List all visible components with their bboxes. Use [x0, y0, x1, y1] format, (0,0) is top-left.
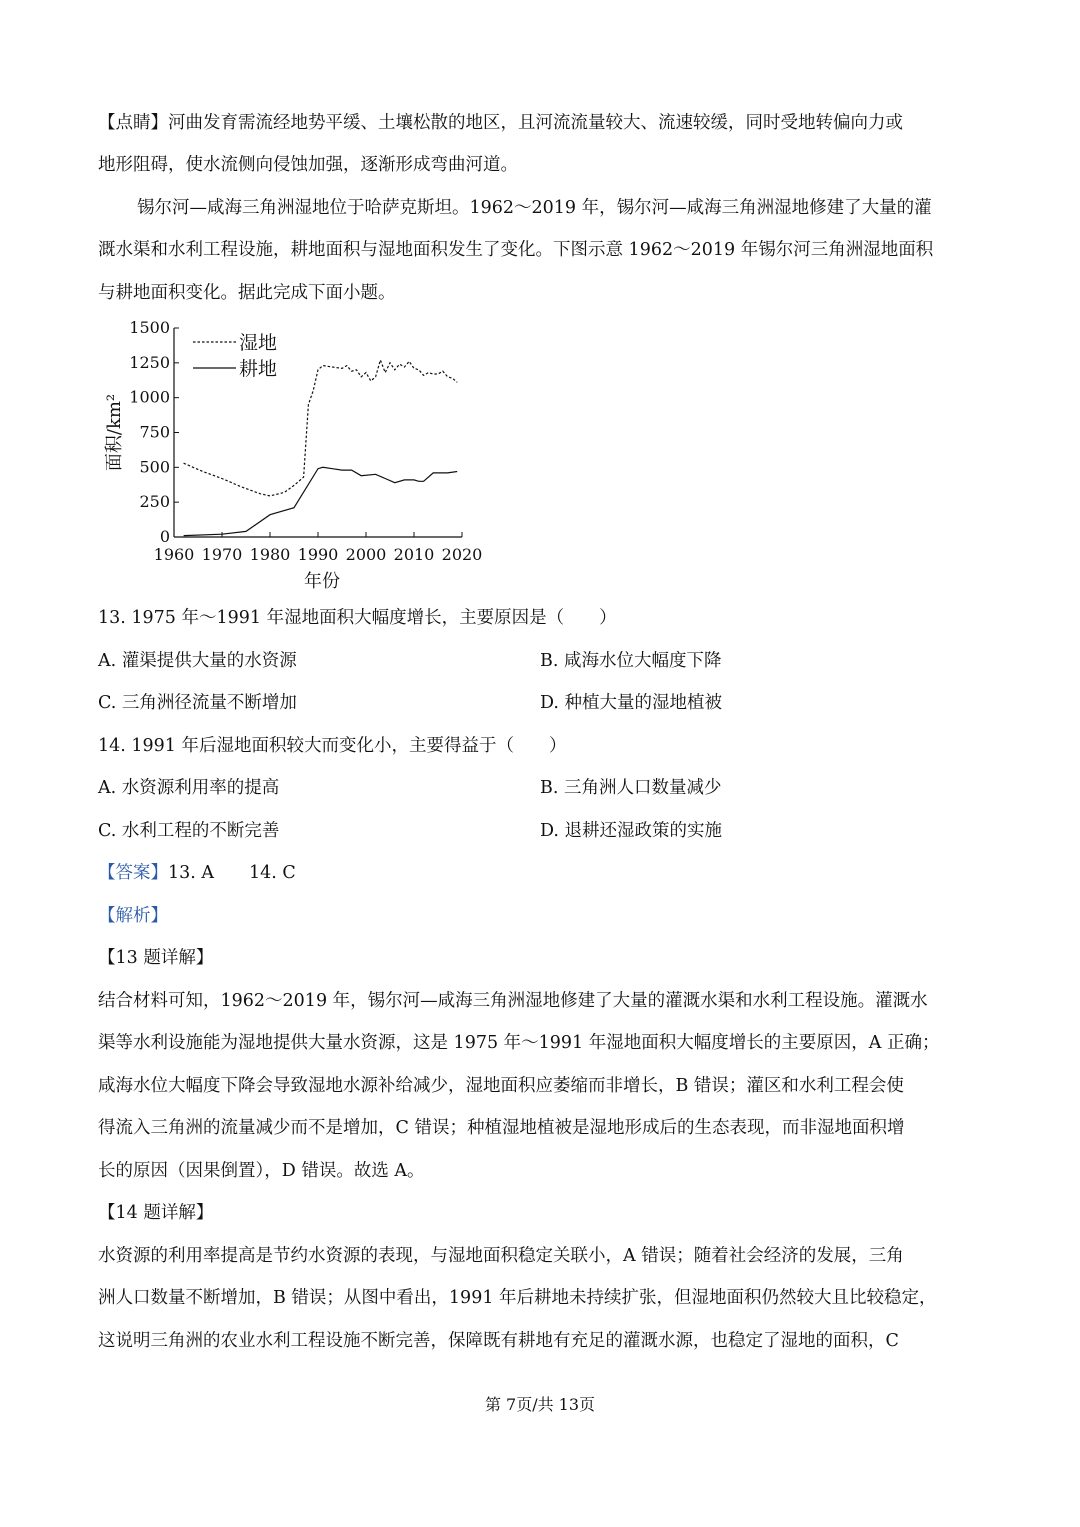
- material-line-2: 溉水渠和水利工程设施，耕地面积与湿地面积发生了变化。下图示意 1962～2019 年锡尔河三角洲湿地面积: [98, 240, 934, 260]
- x-tick-label: 2000: [345, 545, 387, 564]
- y-tick-label: 750: [139, 422, 170, 442]
- detail-13-line-1: 结合材料可知，1962～2019 年，锡尔河—咸海三角洲湿地修建了大量的灌溉水渠和水利工程设施。灌溉水: [98, 991, 928, 1011]
- detail-13-line-2: 渠等水利设施能为湿地提供大量水资源，这是 1975 年～1991 年湿地面积大幅度增长的主要原因，A 正确；: [98, 1033, 940, 1053]
- area-change-chart: [90, 312, 510, 597]
- chart-series: [184, 360, 458, 536]
- answer-line: [98, 861, 988, 885]
- detail-13-line-5: 长的原因（因果倒置），D 错误。故选 A。: [98, 1161, 425, 1181]
- answer-text: 13. A 14. C: [168, 863, 296, 883]
- x-tick-label: 2020: [441, 545, 483, 564]
- x-axis-label: 年份: [304, 571, 340, 592]
- legend-label: 湿地: [239, 332, 278, 354]
- page-footer: 第 7页/共 13页: [484, 1395, 596, 1414]
- y-tick-label: 500: [139, 457, 170, 477]
- question-14-option-d[interactable]: D. 退耕还湿政策的实施: [540, 821, 723, 841]
- legend-label: 耕地: [239, 358, 278, 380]
- y-tick-label: 1000: [129, 387, 170, 407]
- detail-13-label: 【13 题详解】: [98, 948, 214, 968]
- y-tick-label: 1250: [129, 352, 170, 372]
- y-axis-label: 面积/km²: [104, 393, 125, 472]
- x-tick-label: 2010: [393, 545, 435, 564]
- x-tick-label: 1970: [201, 545, 243, 564]
- question-14-option-a[interactable]: A. 水资源利用率的提高: [98, 778, 280, 798]
- chart-legend: [193, 332, 277, 380]
- y-tick-label: 250: [139, 492, 170, 512]
- chart-axes: [174, 328, 462, 537]
- intro-line-2: 地形阻碍，使水流侧向侵蚀加强，逐渐形成弯曲河道。: [98, 155, 518, 175]
- series-line-wetland: [184, 360, 458, 496]
- material-line-1: 锡尔河—咸海三角洲湿地位于哈萨克斯坦。1962～2019 年，锡尔河—咸海三角洲湿地修建了大量的灌: [137, 198, 932, 218]
- analysis-label: 【解析】: [98, 906, 168, 926]
- detail-13-line-4: 得流入三角洲的流量减少而不是增加，C 错误；种植湿地植被是湿地形成后的生态表现，而非湿地面积增: [98, 1118, 905, 1138]
- detail-13-line-3: 咸海水位大幅度下降会导致湿地水源补给减少，湿地面积应萎缩而非增长，B 错误；灌区和水利工程会使: [98, 1076, 904, 1096]
- intro-line-1: 【点睛】河曲发育需流经地势平缓、土壤松散的地区，且河流流量较大、流速较缓，同时受地转偏向力或: [98, 113, 903, 133]
- x-tick-label: 1980: [249, 545, 291, 564]
- chart-svg: [90, 312, 510, 597]
- dianjing-label: 【点睛】: [98, 113, 168, 133]
- material-line-3: 与耕地面积变化。据此完成下面小题。: [98, 283, 396, 303]
- series-line-cropland: [184, 467, 458, 535]
- x-tick-label: 1960: [153, 545, 195, 564]
- answer-label: 【答案】: [98, 863, 168, 883]
- question-13-option-b[interactable]: B. 咸海水位大幅度下降: [540, 651, 722, 671]
- question-14-stem: 14. 1991 年后湿地面积较大而变化小，主要得益于（ ）: [98, 736, 567, 756]
- x-tick-label: 1990: [297, 545, 339, 564]
- detail-14-label: 【14 题详解】: [98, 1203, 214, 1223]
- question-13-option-d[interactable]: D. 种植大量的湿地植被: [540, 693, 723, 713]
- y-axis-ticks: [129, 318, 179, 546]
- question-14-option-c[interactable]: C. 水利工程的不断完善: [98, 821, 280, 841]
- question-14-option-b[interactable]: B. 三角洲人口数量减少: [540, 778, 722, 798]
- question-13-option-c[interactable]: C. 三角洲径流量不断增加: [98, 693, 297, 713]
- detail-14-line-2: 洲人口数量不断增加，B 错误；从图中看出，1991 年后耕地未持续扩张，但湿地面积仍然较大且比较稳定，: [98, 1288, 937, 1308]
- detail-14-line-3: 这说明三角洲的农业水利工程设施不断完善，保障既有耕地有充足的灌溉水源，也稳定了湿地的面积，C: [98, 1331, 899, 1351]
- detail-14-line-1: 水资源的利用率提高是节约水资源的表现，与湿地面积稳定关联小，A 错误；随着社会经济的发展，三角: [98, 1246, 904, 1266]
- question-13-stem: 13. 1975 年～1991 年湿地面积大幅度增长，主要原因是（ ）: [98, 608, 617, 628]
- question-13-option-a[interactable]: A. 灌渠提供大量的水资源: [98, 651, 297, 671]
- y-tick-label: 0: [159, 527, 170, 546]
- y-tick-label: 1500: [129, 318, 170, 337]
